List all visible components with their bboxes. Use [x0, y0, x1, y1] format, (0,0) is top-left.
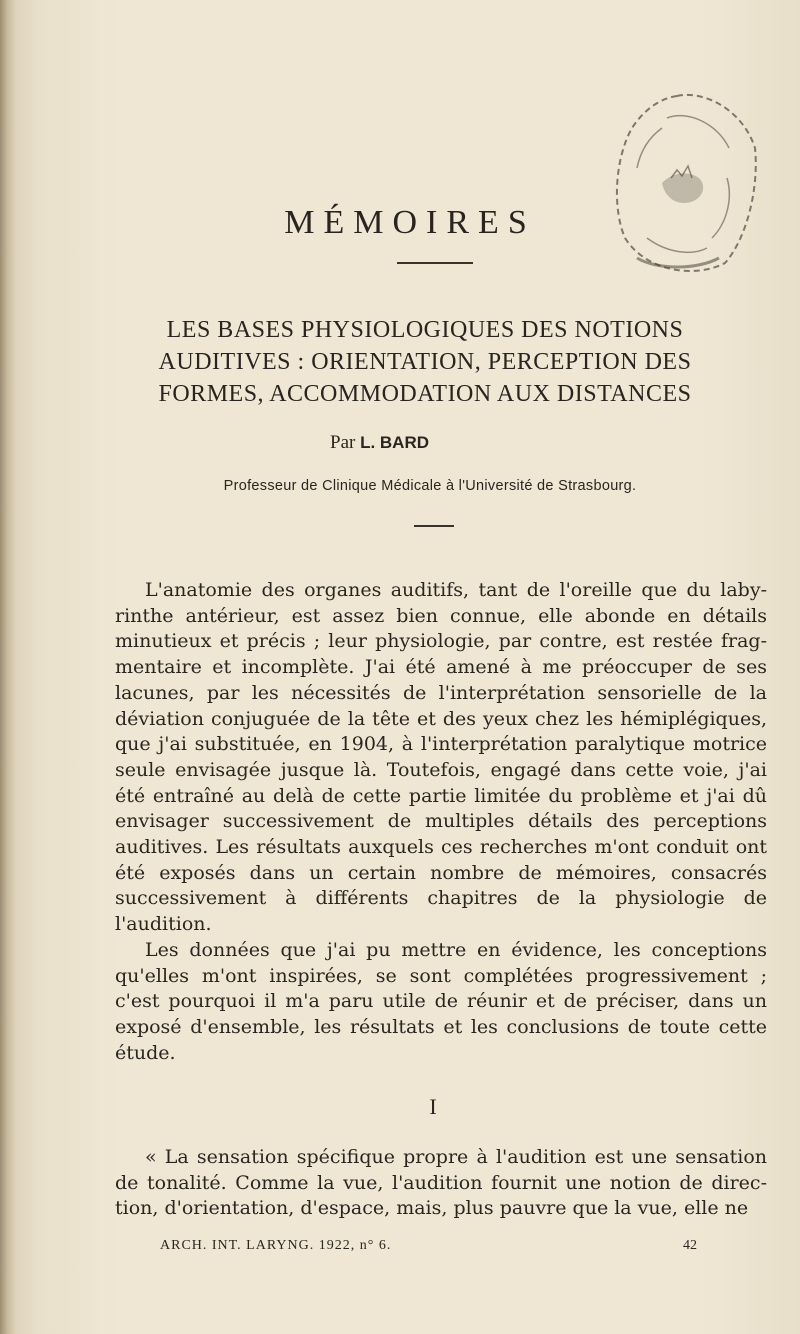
- article-title-line: AUDITIVES : ORIENTATION, PERCEPTION DES: [158, 349, 692, 375]
- page-number: 42: [683, 1238, 697, 1253]
- body-text: [115, 578, 767, 1066]
- section-numeral: I: [429, 1094, 437, 1119]
- journal-citation: ARCH. INT. LARYNG. 1922, n° 6.: [160, 1238, 392, 1253]
- section-body-text: [115, 1145, 767, 1222]
- library-stamp: [607, 88, 757, 278]
- page-binding-edge: [0, 0, 16, 1334]
- paragraph: L'anatomie des organes auditifs, tant de l'oreille que du labyrinthe antérieur, est assez bien connue, elle abonde en détails minutieux et précis ; leur physiologie, par contre, est restée fragmentaire et incomplète. J'ai été amené à me préoccuper de ses lacunes, par les nécessités de l'interprétation sensorielle de la déviation conjuguée de la tête et des yeux chez les hémiplégiques, que j'ai substituée, en 1904, à l'interprétation paralytique motrice seule envisagée jusque là. Toutefois, engagé dans cette voie, j'ai été entraîné au delà de cette partie limitée du problème et j'ai dû envisager successivement de multiples détails des perceptions auditives. Les résultats auxquels ces recherches m'ont conduit ont été exposés dans un certain nombre de mémoires, consacrés successivement à différents chapitres de la physiologie de l'audition.: [115, 579, 767, 936]
- article-title-line: FORMES, ACCOMMODATION AUX DISTANCES: [158, 381, 692, 407]
- byline-prefix: Par: [330, 432, 361, 453]
- article-title-line: LES BASES PHYSIOLOGIQUES DES NOTIONS: [166, 317, 684, 343]
- article-title: [90, 314, 760, 410]
- paragraph: Les données que j'ai pu mettre en évidence, les conceptions qu'elles m'ont inspirées, se sont complétées progressivement ; c'est pourquoi il m'a paru utile de réunir et de préciser, dans un exposé d'ensemble, les résultats et les conclusions de toute cette étude.: [115, 938, 767, 1064]
- section-heading: MÉMOIRES: [284, 204, 536, 241]
- byline: [330, 432, 530, 454]
- heading-divider: [397, 262, 473, 264]
- author-affiliation: Professeur de Clinique Médicale à l'Université de Strasbourg.: [223, 478, 637, 494]
- author-name: L. BARD: [360, 433, 430, 452]
- byline-divider: [414, 525, 454, 527]
- paragraph: « La sensation spécifique propre à l'audition est une sensation de tonalité. Comme la vue, l'audition fournit une notion de direction, d'orientation, d'espace, mais, plus pauvre que la vue, elle ne: [115, 1146, 767, 1220]
